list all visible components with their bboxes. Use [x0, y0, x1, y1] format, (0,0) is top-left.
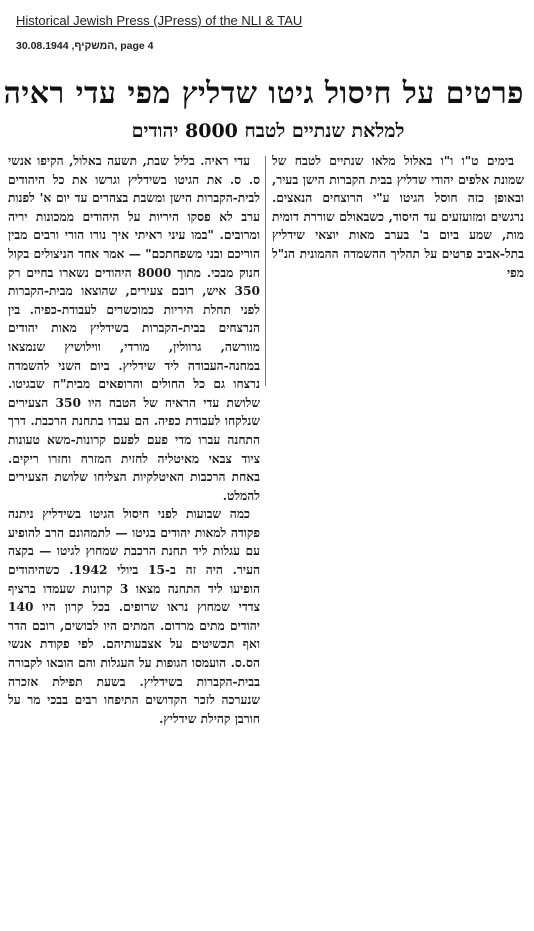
paragraph: בימים ט"ו ו"ו באלול מלאו שנתיים לטבח של שמונת אלפים יהודי שדליץ בבית הקברות הישן בעיר, ובאופן כזה חוסל הגיטו ע"י הרוצחים הנאצים. נרגשים ומזועזעים עד היסוד, כשבאולם שוררת דומית מות, שמע ביום ב' בערב מאות יוצאי שידליץ בתל-אביב פרטים על תהליך ההשמדה ההמונית הנ"ל מפי [272, 154, 524, 280]
article-headline: פרטים על חיסול גיטו שדליץ מפי עדי ראיה [3, 76, 524, 111]
source-meta: המשקיף, 30.08.1944, page 4 [16, 40, 154, 52]
paragraph: כמה שבועות לפני חיסול הגיטו בשידליץ ניתנה פקודה למאות יהודים בגיטו — לתמהונם הרב להופיע עם עגלות ליד תחנת הרכבת שמחוץ לגיטו — בקצה העיר. היה זה ב-15 ביולי 1942. כשהיהודים הופיעו ליד התחנה מצאו 3 קרונות שעמדו ברציף צדדי שמחוץ נראו שרופים. בכל קרון היו 140 יהודים מתים מרדום. המתים היו לבושים, רובם הדר ואף תכשיטים על אצבעותיהם. לפי פקודת אנשי הס.ס. הועמסו הגופות על העגלות והם הובאו לקבורה בבית-הקברות בשידליץ. בשעת תפילת אזכרה שנערכה לזכר הקדושים התיפחו רבים בבכי מר על חורבן קהילת שידליץ. [8, 507, 260, 726]
article-subhead: למלאת שנתיים לטבח 8000 יהודים [131, 120, 405, 142]
column-divider [265, 156, 266, 386]
source-link[interactable]: Historical Jewish Press (JPress) of the NLI & TAU [16, 13, 303, 28]
article-column-right [272, 152, 524, 382]
paragraph: עדי ראיה. בליל שבת, תשעה באלול, הקיפו אנשי ס. ס. את הגיטו בשידליץ וגרשו את כל היהודים לבית-הקברות הישן ומשבת בצהרים עד יום א' לפנות ערב לא פסקו היריות על היהודים ממכונות יריה ומרובים. "במו עיני ראיתי איך נורו הורי ורבים מבין הוריכם ובני משפחתכם" — אמר אחד הניצולים בקול חנוק מבכי. מתוך 8000 היהודים נשארו בחיים רק 350 איש, רובם צעירים, שהוצאו מבית-הקברות לפני תחלת היריות כמוכשרים לעבודת-כפיה. בין הנרצחים בבית-הקברות בשידליץ מאות יהודים מוורשה, גרוולין, מורדי, ווילושיץ שנמצאו במחנה-העבודה ליד שידליץ. ביום השני להשמדה נרצחו גם כל החולים והרופאים מבית"ח שבגיטו. שלושת עדי הראיה של הטבח היו 350 הצעירים שנלקחו לעבודת כפיה. הם עבדו בתחנת הרכבת. דרך התחנה עברו מדי פעם לפעם קרונות-משא טעונות ציוד צבאי מאיטליה לחזית המזרח וחזרו ריקים. באחת הרכבות האיטלקיות הצליחו שלושת הצעירים להמלט. [8, 154, 260, 503]
article-column-left [8, 152, 260, 912]
newspaper-clipping [3, 72, 524, 922]
